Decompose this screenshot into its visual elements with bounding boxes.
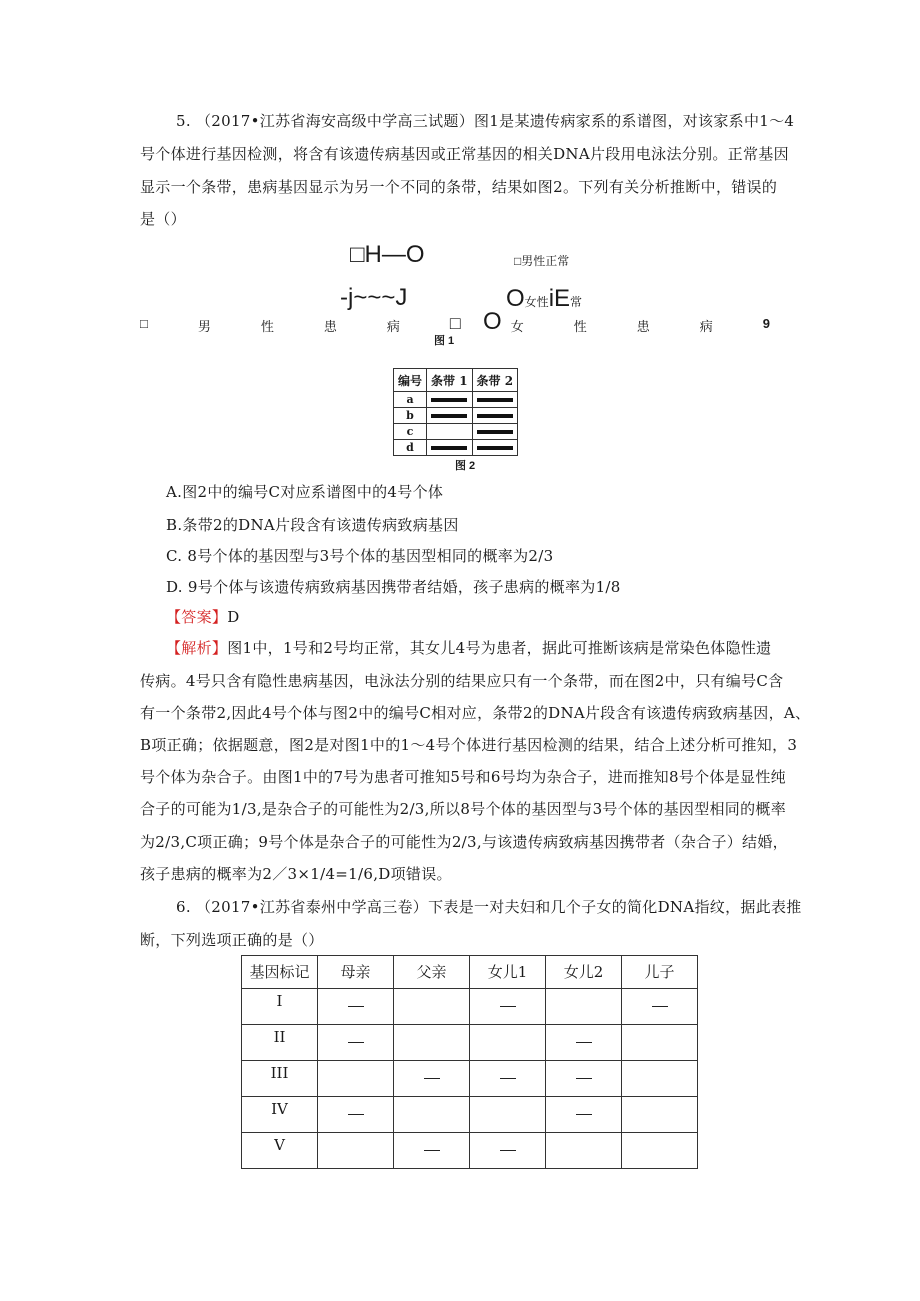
figure1-legend-female-suffix: 常 [570,295,583,309]
figure1-circle-left: O [483,308,502,335]
answer-label: 【答案】 [166,608,228,626]
band-dash [652,1006,668,1007]
figure2-id: a [394,392,427,408]
legend-char: 患 [323,319,337,334]
answer-value: D [227,608,240,626]
option-a: A.图2中的编号C对应系谱图中的4号个体 [166,483,444,501]
dna-fingerprint-table [241,955,698,1169]
dna-table-header-cell: 父亲 [394,956,470,989]
band-dash [348,1006,364,1007]
band-dash [348,1042,364,1043]
q6-line-2: 断，下列选项正确的是（） [140,931,324,949]
figure2-header-cell: 条带 2 [472,369,518,392]
legend-char: □ [449,313,461,333]
dna-table-header-cell: 基因标记 [242,956,318,989]
analysis-line-3: 有一个条带2,因此4号个体与图2中的编号C相对应，条带2的DNA片段含有该遗传病致病基因，A、 [140,704,811,722]
figure2-caption: 图 2 [455,460,476,472]
analysis-label: 【解析】 [166,639,228,657]
analysis-line-7: 为2/3,C项正确；9号个体是杂合子的可能性为2/3,与该遗传病致病基因携带者（杂合子）结婚， [140,833,788,851]
figure2-row [394,424,518,440]
figure1-circle-right: O [506,285,525,312]
option-c: C. 8号个体的基因型与3号个体的基因型相同的概率为2/3 [166,547,554,565]
band-mark [477,430,513,434]
figure1-caption: 图 1 [434,335,455,347]
figure2-row [394,408,518,424]
legend-char: 女 [510,319,524,334]
dna-table-header-cell: 母亲 [318,956,394,989]
figure2-id: c [394,424,427,440]
band-dash [348,1114,364,1115]
band-dash [500,1078,516,1079]
band-mark [477,398,513,402]
legend-char: □ [140,316,148,331]
legend-char: 病 [386,319,400,334]
figure2-row [394,392,518,408]
legend-char: 病 [699,319,713,334]
analysis-line-6: 合子的可能为1/3,是杂合子的可能性为2/3,所以8号个体的基因型与3号个体的基因型相同的概率 [140,800,787,818]
legend-char: 患 [636,319,650,334]
band-dash [576,1078,592,1079]
option-b: B.条带2的DNA片段含有该遗传病致病基因 [166,516,459,534]
dna-table-row [242,1097,698,1133]
marker-label: II [242,1025,318,1061]
figure2-header-cell: 条带 1 [427,369,473,392]
q6-line-1: 6. （2017•江苏省泰州中学高三卷）下表是一对夫妇和几个子女的简化DNA指纹，据此表推 [176,898,802,916]
figure1-legend-female [506,285,582,313]
q5-line-3: 显示一个条带，患病基因显示为另一个不同的条带，结果如图2。下列有关分析推断中，错误的 [140,178,778,196]
band-dash [424,1078,440,1079]
q5-line-2: 号个体进行基因检测，将含有该遗传病基因或正常基因的相关DNA片段用电泳法分别。正常基因 [140,145,789,163]
band-mark [431,446,467,450]
band-mark [431,414,467,418]
marker-label: IV [242,1097,318,1133]
analysis-line-2: 传病。4号只含有隐性患病基因，电泳法分别的结果应只有一个条带，而在图2中，只有编号C含 [140,672,784,690]
figure1-legend-row [140,313,770,335]
dna-table-row [242,1133,698,1169]
figure2-table-wrap [393,368,518,456]
band-dash [576,1042,592,1043]
q5-line-1: 5. （2017•江苏省海安高级中学高三试题）图1是某遗传病家系的系谱图，对该家系中1～4 [176,112,795,130]
legend-char: 9 [762,316,770,331]
band-dash [500,1150,516,1151]
figure1-legend-normal-male: □男性正常 [514,254,570,268]
legend-char: 性 [573,319,587,334]
band-mark [477,414,513,418]
legend-char: 男 [197,319,211,334]
q5-line-4: 是（） [140,210,186,228]
figure1-row-1: □H—O [350,241,425,268]
figure2-id: b [394,408,427,424]
figure2-id: d [394,440,427,456]
marker-label: III [242,1061,318,1097]
answer [166,606,240,628]
band-mark [431,398,467,402]
dna-table-header-row [242,956,698,989]
figure1-legend-female-big: iE [548,285,571,312]
option-d: D. 9号个体与该遗传病致病基因携带者结婚，孩子患病的概率为1/8 [166,578,621,596]
marker-label: I [242,989,318,1025]
band-dash [576,1114,592,1115]
dna-table-row [242,1061,698,1097]
figure2-header-cell: 编号 [394,369,427,392]
marker-label: V [242,1133,318,1169]
figure2-table [393,368,518,456]
dna-table-row [242,989,698,1025]
analysis-line-5: 号个体为杂合子。由图1中的7号为患者可推知5号和6号均为杂合子，进而推知8号个体是显性纯 [140,768,786,786]
band-dash [500,1006,516,1007]
figure1-row-2: -j~~~J [340,284,408,311]
band-dash [424,1150,440,1151]
analysis-line-4: B项正确；依据题意，图2是对图1中的1～4号个体进行基因检测的结果，结合上述分析可推知，3 [140,736,798,754]
figure2-header-row [394,369,518,392]
analysis-line-1 [166,637,771,659]
band-mark [477,446,513,450]
dna-table-row [242,1025,698,1061]
figure2-row [394,440,518,456]
legend-char: 性 [260,319,274,334]
figure1-legend-female-prefix: 女性 [524,295,549,309]
dna-table-header-cell: 女儿1 [470,956,546,989]
dna-table-header-cell: 儿子 [622,956,698,989]
dna-table-wrap [241,955,698,1169]
analysis-line-8: 孩子患病的概率为2／3×1/4=1/6,D项错误。 [140,865,452,883]
dna-table-header-cell: 女儿2 [546,956,622,989]
analysis-text: 图1中，1号和2号均正常，其女儿4号为患者，据此可推断该病是常染色体隐性遗 [227,639,772,657]
